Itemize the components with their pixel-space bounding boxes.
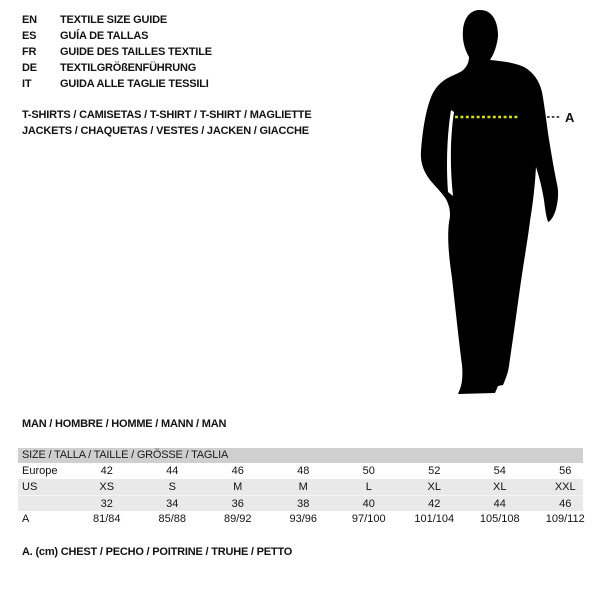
language-code: FR <box>22 46 37 58</box>
size-cell: XL <box>493 481 507 493</box>
size-cell: 48 <box>297 465 310 477</box>
row-label <box>18 496 74 511</box>
man-silhouette <box>421 10 558 394</box>
size-cell: 54 <box>493 465 506 477</box>
size-cell: 105/108 <box>479 513 520 525</box>
language-label: GUIDE DES TAILLES TEXTILE <box>60 46 212 58</box>
size-table-header: SIZE / TALLA / TAILLE / GRÖSSE / TAGLIA <box>18 448 598 463</box>
size-cell: 46 <box>231 465 244 477</box>
size-cell: 44 <box>493 498 506 510</box>
size-cell: 34 <box>166 498 179 510</box>
row-label: US <box>22 481 38 493</box>
size-cell: 56 <box>559 465 572 477</box>
language-label: GUÍA DE TALLAS <box>60 30 149 42</box>
language-label: TEXTILE SIZE GUIDE <box>60 14 168 26</box>
size-cell: 89/92 <box>223 513 252 525</box>
size-cell: 32 <box>100 498 113 510</box>
language-label: TEXTILGRÖßENFÜHRUNG <box>60 62 197 74</box>
size-cell: XS <box>99 481 115 493</box>
size-cell: 42 <box>100 465 113 477</box>
size-cell: 101/104 <box>414 513 455 525</box>
table-row-alt-sizes <box>18 495 598 511</box>
measure-label-a: A <box>565 110 575 125</box>
size-cell: 40 <box>362 498 375 510</box>
category-titles <box>22 107 311 139</box>
size-cell: 93/96 <box>289 513 318 525</box>
size-cell: 85/88 <box>158 513 187 525</box>
language-row <box>22 44 212 60</box>
size-cell: 44 <box>166 465 179 477</box>
language-row <box>22 12 212 28</box>
language-row <box>22 76 212 92</box>
language-label: GUIDA ALLE TAGLIE TESSILI <box>60 78 209 90</box>
size-cell: XL <box>427 481 441 493</box>
table-row-chest-a <box>18 511 598 527</box>
language-code: DE <box>22 62 37 74</box>
language-list <box>22 12 212 92</box>
size-cell: 97/100 <box>351 513 386 525</box>
size-cell: M <box>233 481 243 493</box>
size-cell: 50 <box>362 465 375 477</box>
row-label: Europe <box>22 465 58 477</box>
size-cell: 46 <box>559 498 572 510</box>
size-cell: 38 <box>297 498 310 510</box>
table-row-europe <box>18 463 598 479</box>
category-line-tshirts: T-SHIRTS / CAMISETAS / T-SHIRT / T-SHIRT / MAGLIETTE <box>22 109 312 121</box>
size-cell: XXL <box>554 481 576 493</box>
table-row-us <box>18 479 598 495</box>
row-label: A <box>22 513 30 525</box>
measurement-footnote: A. (cm) CHEST / PECHO / POITRINE / TRUHE / PETTO <box>22 546 293 558</box>
size-cell: 81/84 <box>92 513 121 525</box>
language-row <box>22 28 212 44</box>
language-code: IT <box>22 78 32 90</box>
size-cell: S <box>168 481 176 493</box>
size-cell: 52 <box>428 465 441 477</box>
category-line-jackets: JACKETS / CHAQUETAS / VESTES / JACKEN / GIACCHE <box>22 125 309 137</box>
size-cell: 109/112 <box>545 513 585 525</box>
size-cell: 42 <box>428 498 441 510</box>
man-figure <box>405 0 595 400</box>
size-table <box>18 448 598 527</box>
size-cell: M <box>298 481 308 493</box>
section-title: MAN / HOMBRE / HOMME / MANN / MAN <box>22 418 227 430</box>
size-cell: L <box>365 481 372 493</box>
language-code: ES <box>22 30 37 42</box>
language-row <box>22 60 212 76</box>
language-code: EN <box>22 14 37 26</box>
size-cell: 36 <box>231 498 244 510</box>
